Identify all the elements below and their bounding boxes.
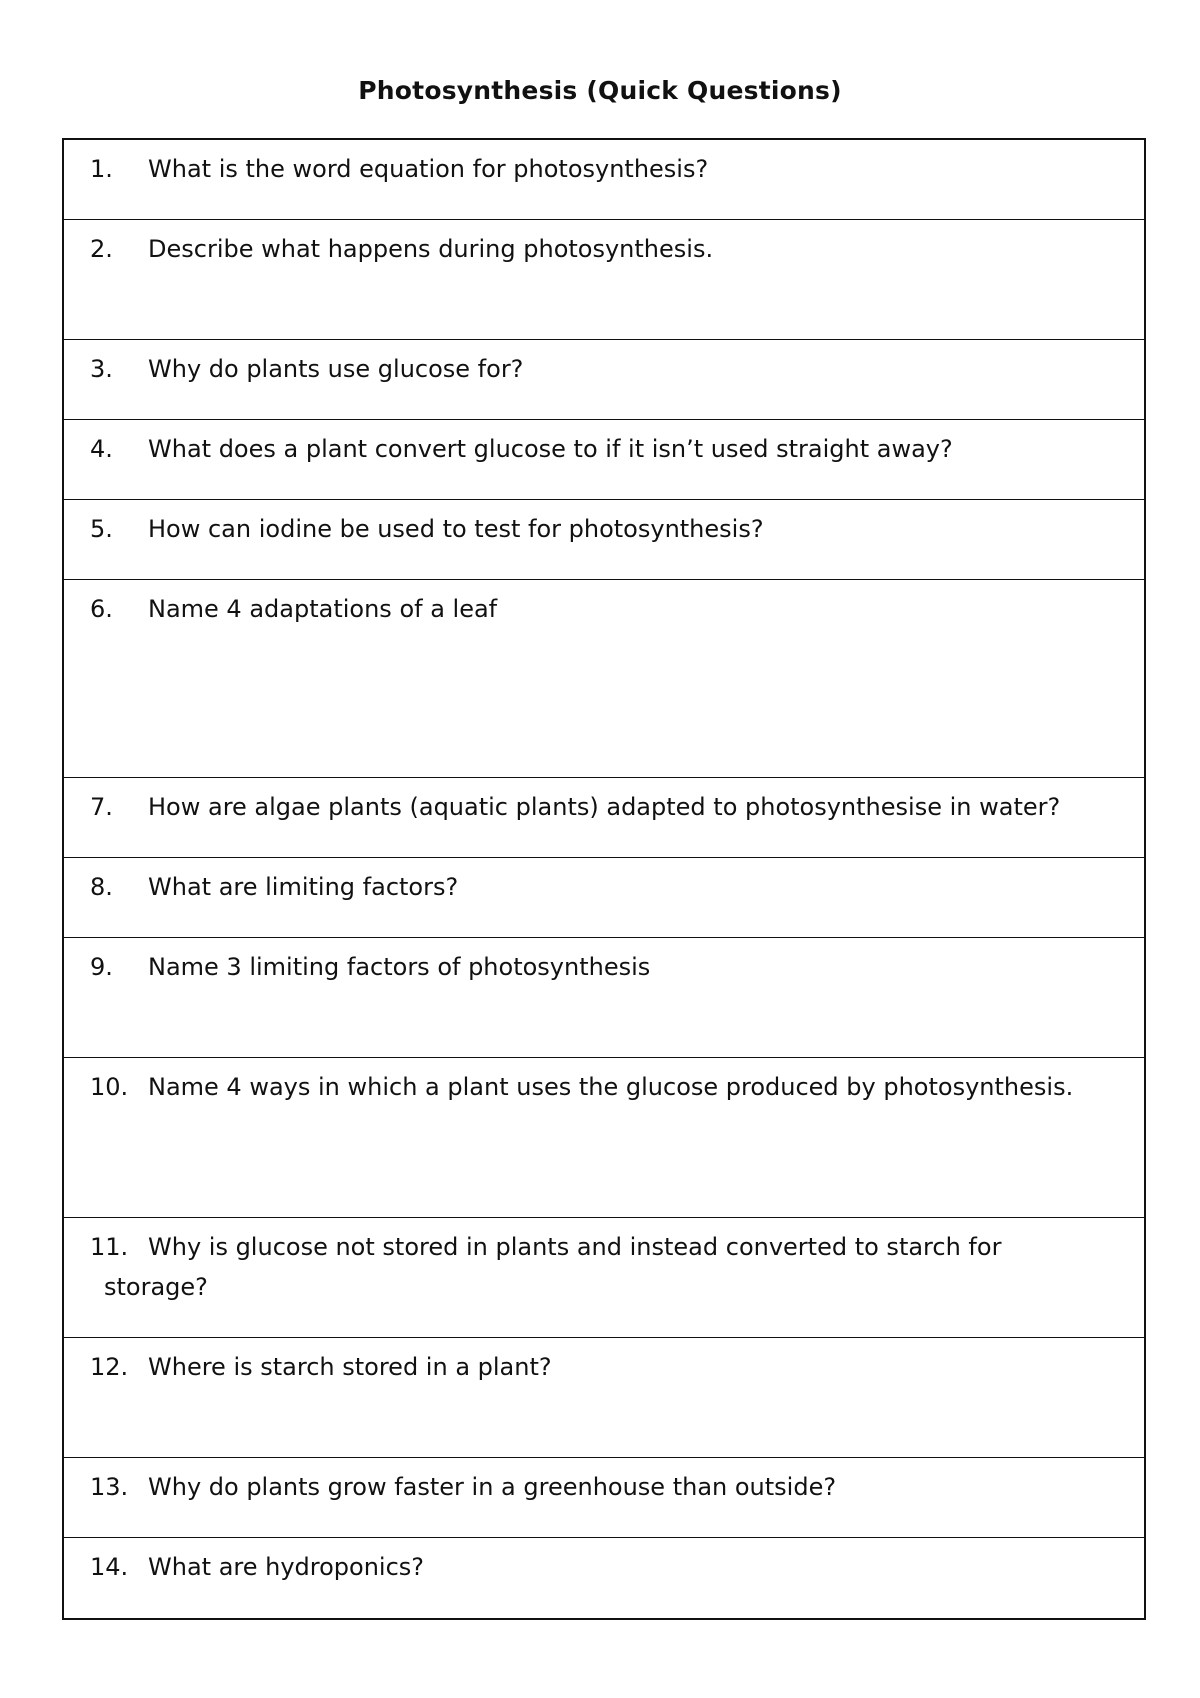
question-row-13	[64, 1458, 1144, 1538]
question-number: 13.	[90, 1473, 129, 1501]
question-row-14	[64, 1538, 1144, 1618]
question-text	[90, 1547, 1104, 1587]
question-label: Why do plants grow faster in a greenhouse than outside?	[148, 1473, 837, 1501]
question-number: 11.	[90, 1233, 129, 1261]
question-number: 3.	[90, 355, 113, 383]
page-title: Photosynthesis (Quick Questions)	[358, 76, 842, 105]
question-text	[90, 947, 1104, 987]
question-label: Name 4 ways in which a plant uses the glucose produced by photosynthesis.	[148, 1073, 1074, 1101]
question-row-7	[64, 778, 1144, 858]
question-number: 7.	[90, 793, 113, 821]
question-text	[90, 1467, 1104, 1507]
question-label: What does a plant convert glucose to if it isn’t used straight away?	[148, 435, 953, 463]
question-text	[90, 1347, 1104, 1387]
question-label: Why is glucose not stored in plants and instead converted to starch for storage?	[104, 1233, 1002, 1301]
question-text	[90, 1227, 1104, 1307]
question-row-8	[64, 858, 1144, 938]
question-label: Name 3 limiting factors of photosynthesis	[148, 953, 651, 981]
question-row-5	[64, 500, 1144, 580]
question-number: 12.	[90, 1353, 129, 1381]
question-text	[90, 867, 1104, 907]
question-text	[90, 229, 1104, 269]
question-label: Name 4 adaptations of a leaf	[148, 595, 498, 623]
question-text	[90, 429, 1104, 469]
question-number: 1.	[90, 155, 113, 183]
question-text	[90, 149, 1104, 189]
question-row-4	[64, 420, 1144, 500]
question-number: 2.	[90, 235, 113, 263]
question-number: 10.	[90, 1073, 129, 1101]
question-text	[90, 589, 1104, 629]
question-label: How are algae plants (aquatic plants) adapted to photosynthesise in water?	[148, 793, 1061, 821]
question-row-9	[64, 938, 1144, 1058]
question-number: 9.	[90, 953, 113, 981]
question-number: 4.	[90, 435, 113, 463]
question-number: 6.	[90, 595, 113, 623]
question-number: 14.	[90, 1553, 129, 1581]
question-row-1	[64, 140, 1144, 220]
question-number: 8.	[90, 873, 113, 901]
question-text	[90, 349, 1104, 389]
questions-table	[62, 138, 1146, 1620]
question-label: What are limiting factors?	[148, 873, 459, 901]
question-text	[90, 1067, 1104, 1107]
question-label: How can iodine be used to test for photosynthesis?	[148, 515, 764, 543]
question-label: Where is starch stored in a plant?	[148, 1353, 552, 1381]
question-label: What is the word equation for photosynthesis?	[148, 155, 709, 183]
question-label: What are hydroponics?	[148, 1553, 425, 1581]
question-number: 5.	[90, 515, 113, 543]
question-label: Describe what happens during photosynthesis.	[148, 235, 714, 263]
question-row-3	[64, 340, 1144, 420]
question-row-10	[64, 1058, 1144, 1218]
question-text	[90, 509, 1104, 549]
question-row-11	[64, 1218, 1144, 1338]
question-text	[90, 787, 1104, 827]
question-label: Why do plants use glucose for?	[148, 355, 524, 383]
question-row-6	[64, 580, 1144, 778]
question-row-2	[64, 220, 1144, 340]
question-row-12	[64, 1338, 1144, 1458]
